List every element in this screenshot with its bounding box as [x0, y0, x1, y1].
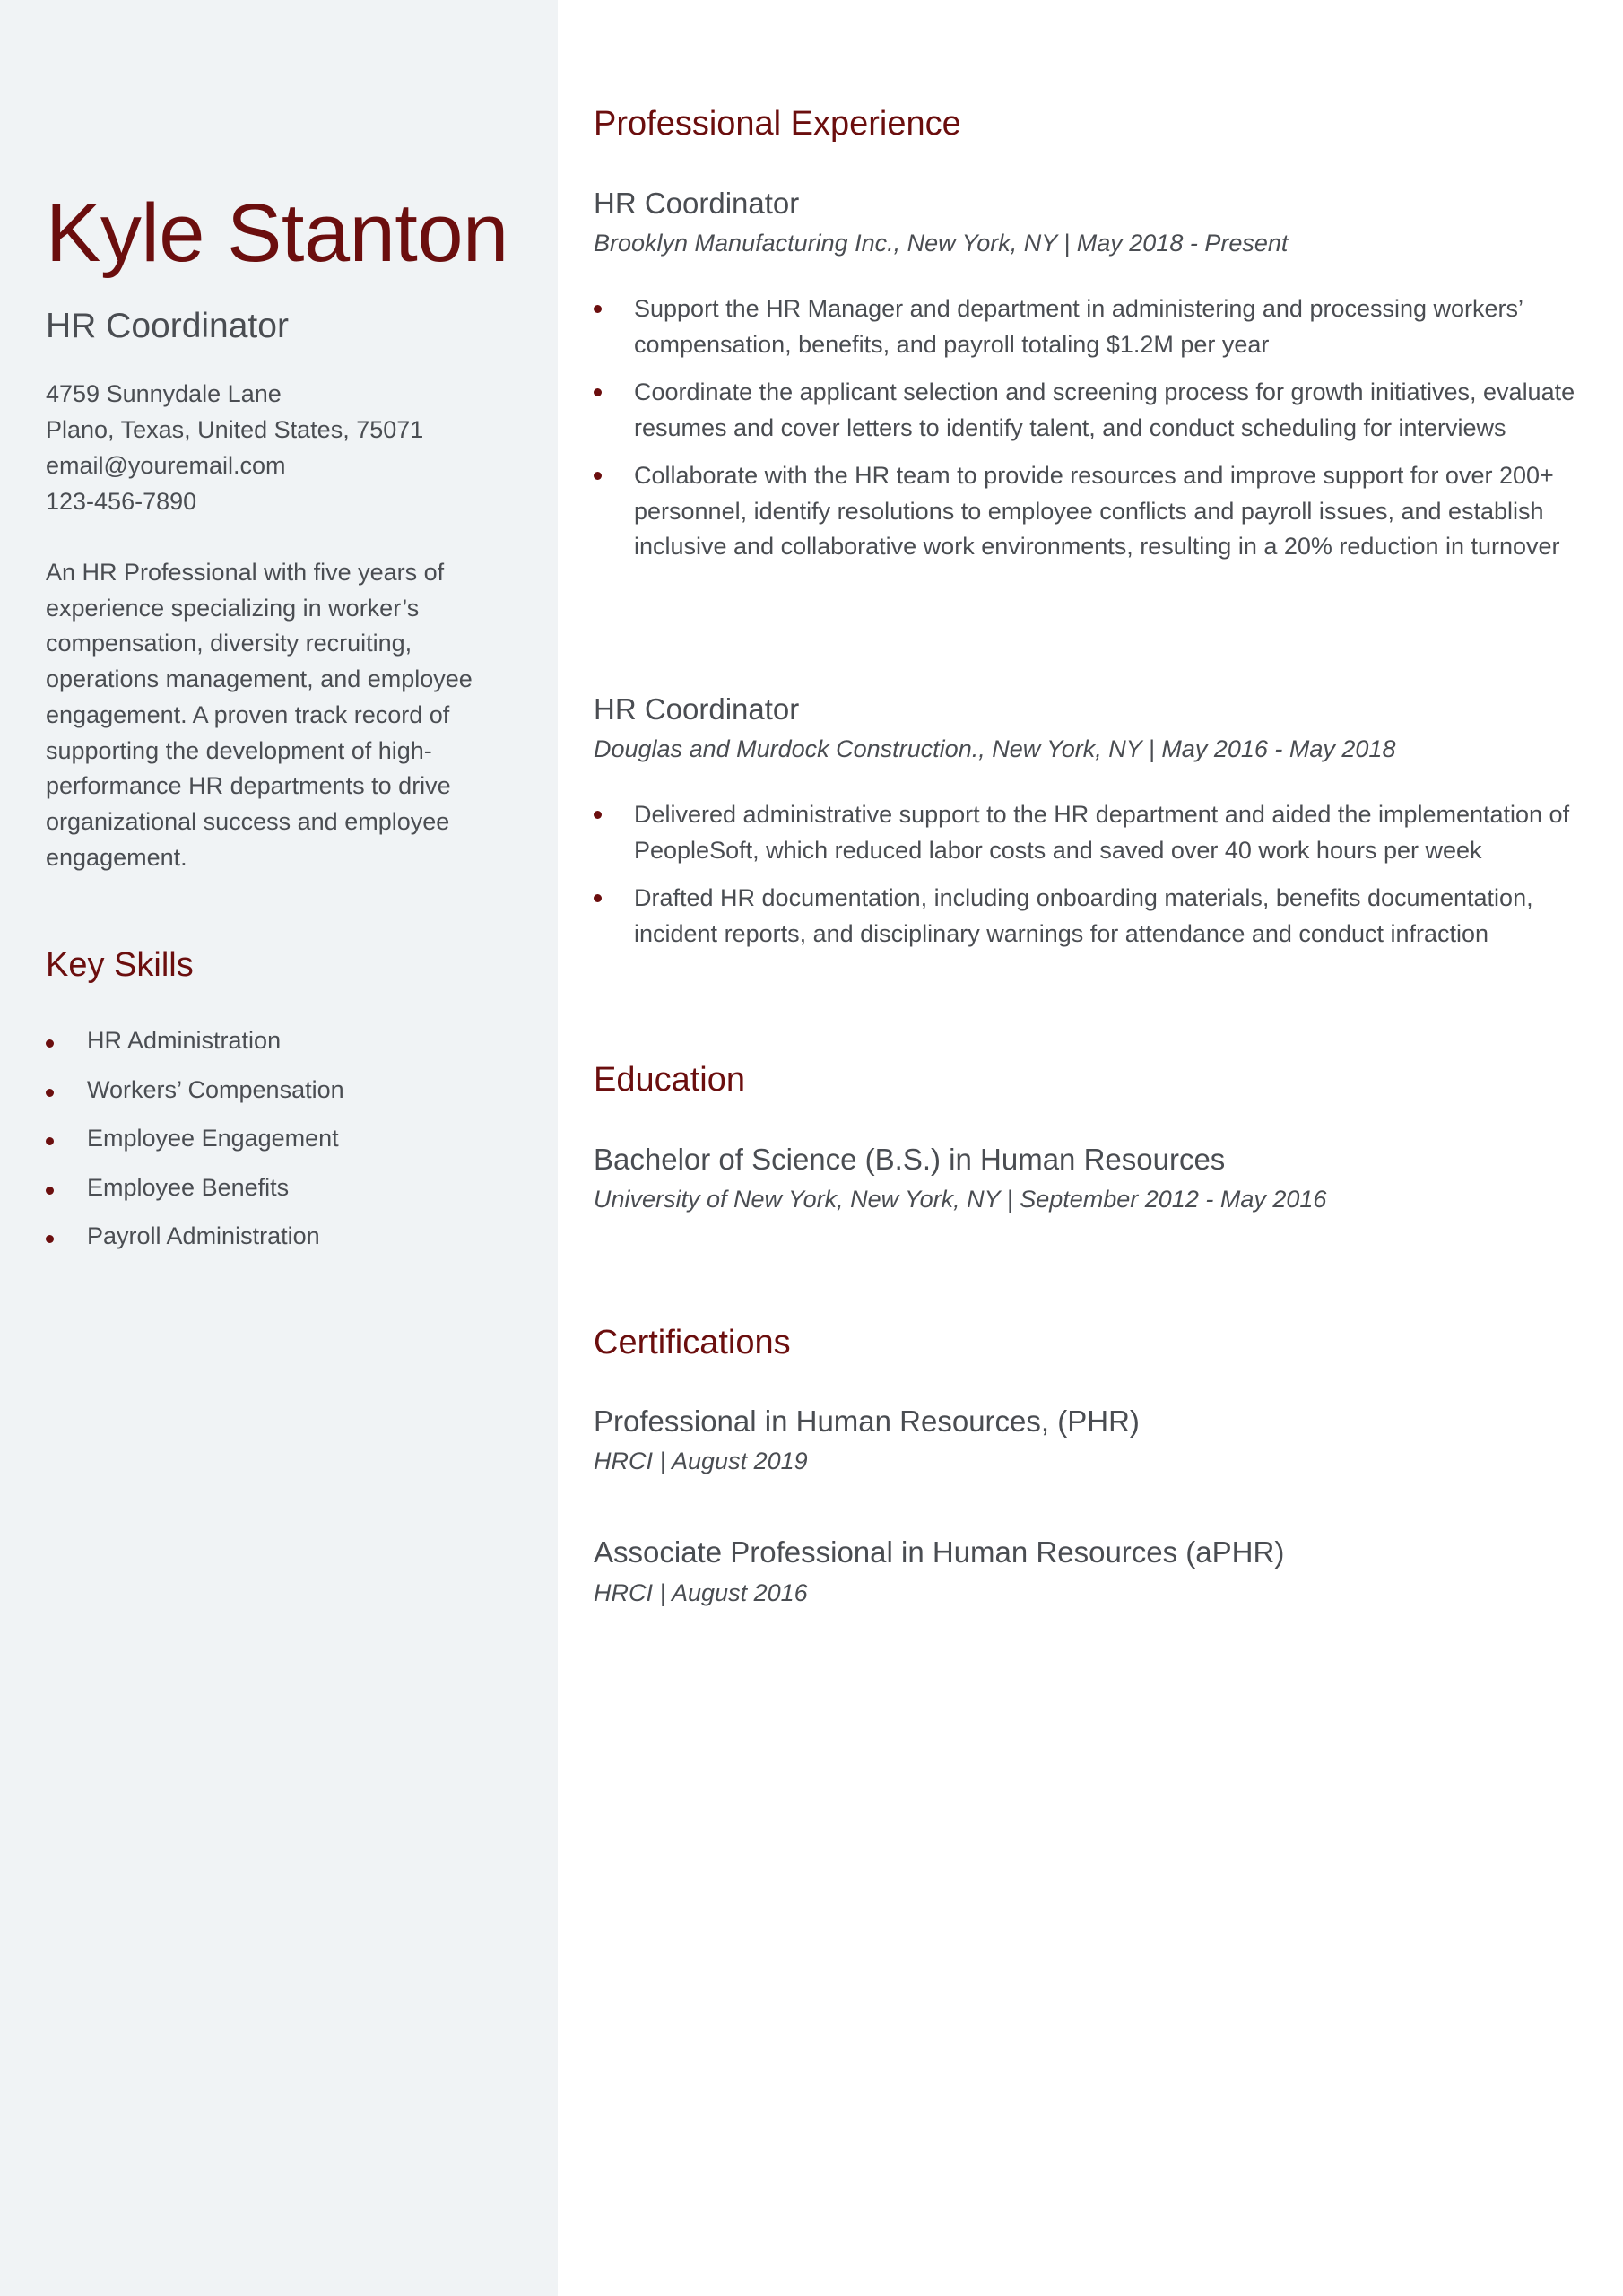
- bullet-icon: [46, 1089, 54, 1097]
- bullet-icon: [46, 1235, 54, 1243]
- bullet-icon: [594, 305, 602, 313]
- profile-summary: An HR Professional with five years of experience specializing in worker’s compensation, diversity recruiting, operations management, and employee engagement. A proven track record of supporting the development of high-performance HR departments to drive organizational success and employee engagement.: [46, 559, 473, 871]
- job-title: HR Coordinator: [594, 187, 800, 220]
- skill-item: [46, 1170, 530, 1219]
- job-bullet: [594, 458, 1589, 565]
- skills-heading: Key Skills: [46, 946, 194, 984]
- skill-label: Employee Engagement: [87, 1125, 339, 1152]
- main-content: [558, 0, 1623, 2296]
- experience-heading: Professional Experience: [594, 105, 961, 143]
- education-heading: Education: [594, 1061, 746, 1099]
- job-bullet: [594, 375, 1589, 446]
- job-bullet: [594, 797, 1589, 868]
- job-bullet-text: Coordinate the applicant selection and screening process for growth initiatives, evaluate resumes and cover letters to identify talent, and conduct scheduling for interviews: [634, 378, 1575, 441]
- skill-item: [46, 1218, 530, 1267]
- bullet-icon: [594, 388, 602, 396]
- job-bullet-text: Delivered administrative support to the HR department and aided the implementation of PeopleSoft, which reduced labor costs and saved over 40 work hours per week: [634, 801, 1570, 864]
- bullet-icon: [594, 894, 602, 902]
- bullet-icon: [46, 1039, 54, 1048]
- candidate-role: HR Coordinator: [46, 307, 289, 345]
- job-bullet-text: Collaborate with the HR team to provide resources and improve support for over 200+ personnel, identify resolutions to employee conflicts and payroll issues, and establish inclusive and collaborative work environments, resulting in a 20% reduction in turnover: [634, 462, 1560, 560]
- skill-item: [46, 1072, 530, 1121]
- address-line-2: Plano, Texas, United States, 75071: [46, 416, 424, 443]
- job-bullets: [594, 291, 1589, 578]
- skill-item: [46, 1120, 530, 1170]
- job-bullet: [594, 881, 1589, 952]
- certification-title: Associate Professional in Human Resources (aPHR): [594, 1535, 1285, 1569]
- bullet-icon: [46, 1187, 54, 1195]
- skill-label: HR Administration: [87, 1027, 282, 1054]
- bullet-icon: [594, 472, 602, 480]
- job-meta: Douglas and Murdock Construction., New York, NY | May 2016 - May 2018: [594, 735, 1396, 762]
- skill-label: Workers’ Compensation: [87, 1075, 344, 1103]
- address-line-1: 4759 Sunnydale Lane: [46, 380, 282, 407]
- job-title: HR Coordinator: [594, 692, 800, 726]
- certification-title: Professional in Human Resources, (PHR): [594, 1405, 1140, 1438]
- skill-label: Payroll Administration: [87, 1222, 320, 1249]
- skills-list: [46, 1022, 530, 1267]
- job-meta: Brooklyn Manufacturing Inc., New York, NY | May 2018 - Present: [594, 230, 1289, 257]
- certification-meta: HRCI | August 2019: [594, 1448, 808, 1474]
- job-bullets: [594, 797, 1589, 964]
- job-bullet: [594, 291, 1589, 362]
- skill-label: Employee Benefits: [87, 1173, 290, 1201]
- degree-meta: University of New York, New York, NY | September 2012 - May 2016: [594, 1186, 1327, 1213]
- phone: 123-456-7890: [46, 488, 197, 515]
- skill-item: [46, 1022, 530, 1072]
- email: email@youremail.com: [46, 452, 286, 479]
- candidate-name: Kyle Stanton: [46, 187, 508, 279]
- contact-info: [46, 376, 530, 519]
- job-bullet-text: Support the HR Manager and department in administering and processing workers’ compensation, benefits, and payroll totaling $1.2M per year: [634, 295, 1523, 358]
- bullet-icon: [46, 1137, 54, 1145]
- degree-title: Bachelor of Science (B.S.) in Human Resources: [594, 1143, 1226, 1176]
- certification-meta: HRCI | August 2016: [594, 1579, 808, 1606]
- sidebar: [0, 0, 558, 2296]
- job-bullet-text: Drafted HR documentation, including onboarding materials, benefits documentation, incident reports, and disciplinary warnings for attendance and conduct infraction: [634, 884, 1533, 947]
- bullet-icon: [594, 811, 602, 819]
- certifications-heading: Certifications: [594, 1324, 791, 1361]
